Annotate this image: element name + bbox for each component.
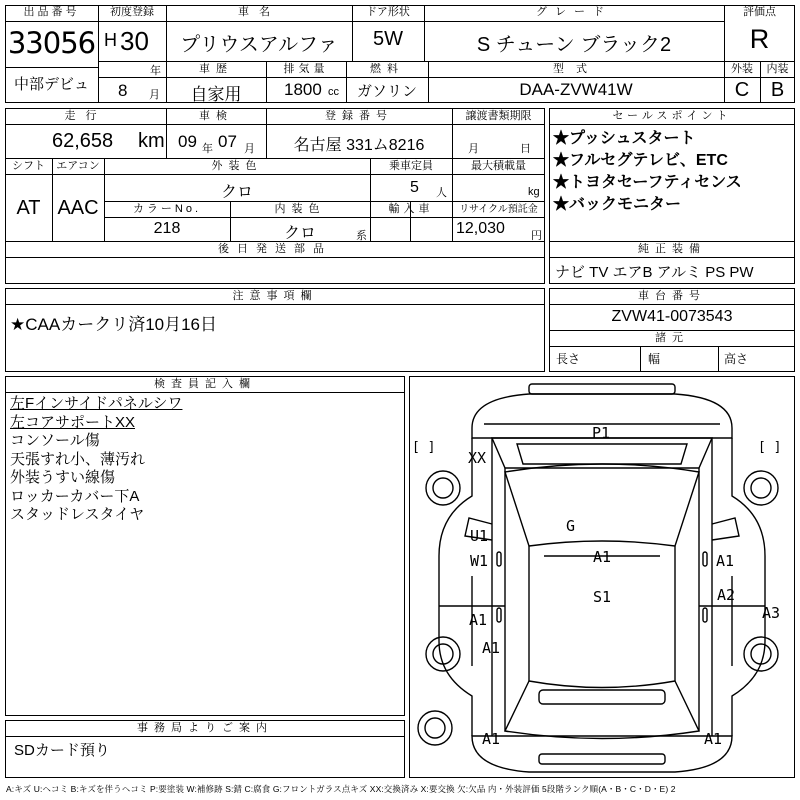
disp-label: 排気量 bbox=[283, 63, 329, 75]
shift: AT bbox=[16, 197, 41, 219]
era: H bbox=[104, 30, 117, 50]
chassis-label: 車台番号 bbox=[638, 290, 706, 302]
lot-label: 出品番号 bbox=[23, 6, 80, 18]
reg-month: 8 bbox=[118, 81, 128, 100]
insp-month-unit: 月 bbox=[244, 143, 255, 155]
fuel-label: 燃料 bbox=[370, 63, 404, 75]
mark-a1-bottom-left: A1 bbox=[482, 730, 501, 748]
inspector-line: ロッカーカバー下A bbox=[10, 487, 140, 505]
notes-label: 注意事項欄 bbox=[232, 290, 318, 302]
disp-unit: cc bbox=[328, 86, 339, 98]
mileage-label: 走行 bbox=[64, 110, 107, 122]
mark-a1-right-door: A1 bbox=[716, 552, 735, 570]
mark-w1: W1 bbox=[470, 552, 489, 570]
history-label: 車歴 bbox=[199, 63, 233, 75]
notes-text: ★CAAカークリ済10月16日 bbox=[10, 315, 218, 334]
mark-a1-roof: A1 bbox=[593, 548, 612, 566]
model: DAA-ZVW41W bbox=[519, 80, 633, 99]
recycle-unit: 円 bbox=[531, 230, 542, 242]
grade-label: グレード bbox=[536, 6, 612, 18]
inspector-line: 外装うすい線傷 bbox=[10, 469, 116, 486]
load-unit: kg bbox=[528, 186, 540, 198]
inspector-line: 天張すれ小、薄汚れ bbox=[10, 450, 146, 468]
doc-day-unit: 日 bbox=[520, 143, 531, 155]
doc-label: 譲渡書類期限 bbox=[465, 110, 532, 122]
bracket-right: [ ] bbox=[758, 440, 782, 455]
later-parts-label: 後日発送部品 bbox=[218, 243, 332, 255]
inspection-label: 車検 bbox=[199, 110, 233, 122]
month-unit: 月 bbox=[149, 89, 160, 101]
inspector-line: コンソール傷 bbox=[10, 432, 100, 449]
inspector-notes bbox=[10, 395, 182, 525]
year-unit: 年 bbox=[150, 65, 161, 77]
inspector-label: 検査員記入欄 bbox=[154, 378, 256, 390]
mark-a2: A2 bbox=[717, 586, 736, 604]
recycle-label: リサイクル預託金 bbox=[459, 204, 538, 215]
insp-month: 07 bbox=[218, 132, 237, 151]
inspector-line: 左Fインサイドパネルシワ bbox=[10, 395, 183, 412]
int-score: B bbox=[770, 79, 785, 101]
inspector-line: スタッドレスタイヤ bbox=[10, 506, 145, 523]
seats-label: 乗車定員 bbox=[389, 160, 433, 172]
color: クロ bbox=[220, 184, 253, 201]
displacement: 1800 bbox=[284, 80, 322, 99]
ext-score: C bbox=[734, 79, 750, 101]
int-label: 内装 bbox=[766, 63, 789, 75]
equipment-label: 純正装備 bbox=[638, 243, 706, 255]
selling-item: ★プッシュスタート bbox=[553, 130, 696, 147]
selling-item: ★トヨタセーフティセンス bbox=[553, 174, 742, 191]
plate-label: 登録番号 bbox=[325, 110, 393, 122]
mileage-unit: km bbox=[138, 130, 165, 152]
mark-u1: U1 bbox=[470, 527, 489, 545]
shift-label: シフト bbox=[12, 160, 45, 172]
equipment: ナビ TV エアB アルミ PS PW bbox=[555, 264, 754, 281]
bracket-left: [ ] bbox=[412, 440, 436, 455]
seats: 5 bbox=[410, 179, 419, 196]
name-label: 車名 bbox=[238, 6, 280, 18]
selling-item: ★フルセグテレビ、ETC bbox=[553, 152, 728, 169]
plate-number: 名古屋 331ム8216 bbox=[293, 137, 425, 154]
color-no-label: カラーNo. bbox=[132, 203, 202, 215]
legend: A:キズ U:ヘコミ B:キズを伴うヘコミ P:要塗装 W:補修跡 S:錆 C:腐食 G:フロントガラス点キズ XX:交換済み X:要交換 欠:欠品 内・外装評価 5段階ランク順(A・B・C・D・E) 2 bbox=[6, 784, 676, 794]
mark-p1: P1 bbox=[592, 424, 611, 442]
selling-points-label: セールスポイント bbox=[612, 110, 732, 122]
mark-s1: S1 bbox=[593, 588, 612, 606]
color-label: 外装色 bbox=[211, 160, 263, 172]
mark-a3: A3 bbox=[762, 604, 781, 622]
region-badge: 中部デビュ bbox=[13, 76, 89, 93]
mark-a1-left-door: A1 bbox=[469, 611, 488, 629]
load-label: 最大積載量 bbox=[471, 160, 526, 172]
selling-points-list bbox=[553, 128, 742, 216]
lot-number: 33056 bbox=[7, 26, 96, 60]
mark-a1-left-wheel: A1 bbox=[482, 639, 501, 657]
reg-label: 初度登録 bbox=[110, 6, 154, 18]
ac-label: エアコン bbox=[56, 160, 100, 172]
dims-label: 諸元 bbox=[655, 332, 689, 344]
int-color-label: 内装色 bbox=[274, 203, 326, 215]
color-no: 218 bbox=[153, 220, 181, 237]
model-label: 型式 bbox=[553, 63, 599, 75]
score: R bbox=[749, 24, 770, 54]
int-color: クロ bbox=[283, 225, 316, 242]
width-label: 幅 bbox=[648, 352, 661, 366]
mark-g: G bbox=[566, 517, 576, 535]
height-label: 高さ bbox=[724, 352, 749, 366]
mark-a1-bottom-right: A1 bbox=[704, 730, 723, 748]
ext-label: 外装 bbox=[731, 63, 753, 75]
grade: S チューン ブラック2 bbox=[476, 34, 672, 56]
inspector-line: 左コアサポートXX bbox=[10, 413, 136, 431]
office-label: 事務局よりご案内 bbox=[137, 722, 273, 734]
int-color-unit: 系 bbox=[356, 230, 367, 242]
seats-unit: 人 bbox=[436, 187, 447, 199]
car-name: プリウスアルファ bbox=[180, 34, 338, 56]
history: 自家用 bbox=[190, 85, 242, 104]
chassis-number: ZVW41-0073543 bbox=[611, 308, 733, 325]
selling-item: ★バックモニター bbox=[553, 196, 682, 213]
fuel: ガソリン bbox=[356, 83, 417, 100]
door-type: 5W bbox=[373, 28, 403, 50]
office-text: SDカード預り bbox=[14, 742, 110, 759]
score-label: 評価点 bbox=[743, 6, 776, 18]
door-label: ドア形状 bbox=[366, 6, 410, 18]
reg-year: 30 bbox=[120, 26, 149, 56]
insp-year: 09 bbox=[178, 132, 197, 151]
import-label: 輸入車 bbox=[388, 203, 434, 215]
mileage: 62,658 bbox=[52, 130, 114, 152]
recycle: 12,030 bbox=[456, 220, 505, 237]
ac: AAC bbox=[57, 197, 99, 219]
insp-year-unit: 年 bbox=[202, 143, 213, 155]
doc-month-unit: 月 bbox=[468, 143, 479, 155]
mark-xx: XX bbox=[468, 449, 487, 467]
length-label: 長さ bbox=[556, 352, 581, 366]
